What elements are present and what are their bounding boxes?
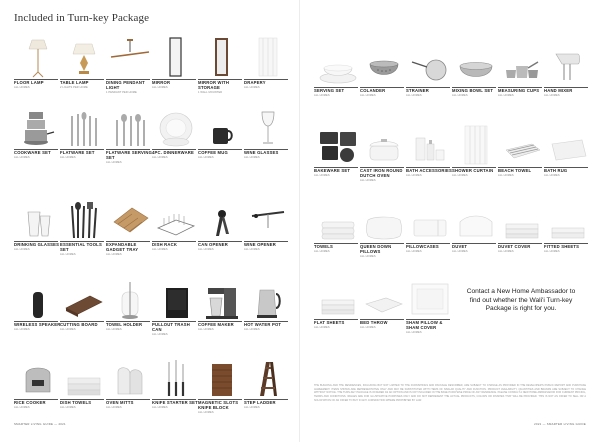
- product-availability: ALL HOMES: [360, 178, 376, 182]
- product-item: [244, 198, 292, 258]
- product-item: [60, 356, 108, 416]
- dish-towels-icon: [60, 356, 108, 398]
- product-availability: ALL HOMES: [406, 330, 422, 334]
- product-item: [152, 198, 200, 258]
- product-label: [544, 89, 592, 97]
- product-label: [360, 321, 408, 329]
- product-label: [452, 169, 500, 177]
- product-name: SHOWER CURTAIN: [452, 168, 494, 173]
- product-name: EXPANDABLE GADGET TRAY: [106, 242, 139, 252]
- knife-block-icon: [198, 356, 246, 398]
- measuring-cups-icon: [498, 44, 546, 86]
- product-item: [106, 36, 154, 96]
- product-availability: ALL HOMES: [152, 247, 168, 251]
- product-item: [498, 44, 546, 104]
- floor-lamp-icon: [14, 36, 62, 78]
- product-item: [106, 106, 154, 166]
- flat-sheets-icon: [314, 276, 362, 318]
- product-availability: ALL HOMES: [152, 332, 168, 336]
- drinking-glasses-icon: [14, 198, 62, 240]
- product-availability: ALL HOMES: [152, 155, 168, 159]
- product-name: FLAT SHEETS: [314, 320, 345, 325]
- product-availability: 1 WALL MOUNTED: [198, 90, 223, 94]
- disclaimer-text: THE BUILDING AND THE RESIDENCES, INCLUDING BUT NOT LIMITED TO THE FURNISHINGS AND PACKAGE DESCRIBED, ARE SUBJECT TO CHANGE AS PROVIDED IN THE DEVELOPER'S PUBLIC REPORT AND PURCHASE AGREEMENT. ITEMS SHOWN ARE REPRESENTATIVE ONLY AND MAY BE SUBSTITUTED WITH ITEMS OF SIMILAR QUALITY AND FUNCTION. PRODUCT AVAILABILITY, QUANTITIES AND BRANDS ARE SUBJECT TO CHANGE WITHOUT NOTICE. THE TURN-KEY PACKAGE IS OFFERED AS AN OPTION AND IS NOT INCLUDED IN THE BASE PURCHASE PRICE OF ANY RESIDENCE. PLEASE CONSULT A NEW HOME AMBASSADOR FOR CURRENT PRICING, TERMS AND CONDITIONS. IMAGES ARE FOR ILLUSTRATIVE PURPOSES ONLY AND DO NOT REPRESENT THE ACTUAL PRODUCTS, COLORS OR FINISHES THAT WILL BE PROVIDED. THIS IS NOT AN OFFER TO SELL OR A SOLICITATION OF AN OFFER TO BUY IN ANY JURISDICTION WHERE PROHIBITED BY LAW.: [314, 384, 586, 402]
- product-item: [152, 36, 200, 96]
- contact-callout: Contact a New Home Ambassador to find out whether the Wali'i Turn-key Package is right for you.: [466, 288, 576, 313]
- product-availability: ALL HOMES: [198, 410, 214, 414]
- dish-rack-icon: [152, 198, 200, 240]
- beach-towel-icon: [498, 124, 546, 166]
- product-label: [198, 243, 246, 251]
- product-name: STRAINER: [406, 88, 430, 93]
- sham-pillow-icon: [406, 276, 454, 318]
- product-name: TOWEL HOLDER: [106, 322, 143, 327]
- product-label: [14, 243, 62, 251]
- product-label: [152, 151, 200, 159]
- product-availability: ALL HOMES: [106, 405, 122, 409]
- bakeware-icon: [314, 124, 362, 166]
- product-item: [314, 200, 362, 260]
- page-title: Included in Turn-key Package: [14, 12, 150, 24]
- product-item: [106, 356, 154, 416]
- product-name: SERVING SET: [314, 88, 345, 93]
- product-item: [152, 356, 200, 416]
- shower-curtain-icon: [452, 124, 500, 166]
- towel-holder-icon: [106, 278, 154, 320]
- product-item: [406, 44, 454, 104]
- product-item: [406, 200, 454, 260]
- product-item: [406, 124, 454, 184]
- product-label: [498, 169, 546, 177]
- product-name: WINE OPENER: [244, 242, 276, 247]
- product-name: MIXING BOWL SET: [452, 88, 494, 93]
- product-availability: ALL HOMES: [452, 249, 468, 253]
- product-label: [14, 151, 62, 159]
- product-name: FLATWARE SET: [60, 150, 95, 155]
- duvet-cover-icon: [498, 200, 546, 242]
- dutch-oven-icon: [360, 124, 408, 166]
- product-label: [544, 245, 592, 253]
- product-name: QUEEN DOWN PILLOWS: [360, 244, 392, 254]
- product-label: [544, 169, 592, 177]
- product-item: [452, 44, 500, 104]
- product-name: MIRROR: [152, 80, 171, 85]
- gadget-tray-icon: [106, 198, 154, 240]
- product-availability: ALL HOMES: [14, 247, 30, 251]
- product-label: [14, 323, 62, 331]
- product-name: STEP LADDER: [244, 400, 276, 405]
- product-label: [314, 169, 362, 177]
- product-item: [152, 106, 200, 166]
- product-item: [360, 200, 408, 260]
- product-item: [198, 356, 246, 416]
- product-availability: ALL HOMES: [14, 155, 30, 159]
- product-availability: ALL HOMES: [452, 93, 468, 97]
- product-name: TOWELS: [314, 244, 334, 249]
- product-availability: ALL HOMES: [152, 405, 168, 409]
- product-item: [60, 106, 108, 166]
- product-availability: ALL HOMES: [314, 173, 330, 177]
- product-name: COOKWARE SET: [14, 150, 51, 155]
- product-item: [452, 200, 500, 260]
- product-name: FLATWARE SERVING SET: [106, 150, 153, 160]
- product-name: HOT WATER POT: [244, 322, 282, 327]
- product-name: 4PC. DINNERWARE: [152, 150, 195, 155]
- product-availability: ALL HOMES: [452, 173, 468, 177]
- pillows-icon: [360, 200, 408, 242]
- product-item: [360, 276, 408, 336]
- product-item: [106, 198, 154, 258]
- product-label: [152, 401, 200, 409]
- product-item: [406, 276, 454, 336]
- product-item: [198, 36, 246, 96]
- product-availability: ALL HOMES: [314, 325, 330, 329]
- product-name: MEASURING CUPS: [498, 88, 540, 93]
- product-availability: ALL HOMES: [14, 405, 30, 409]
- product-item: [544, 200, 592, 260]
- product-name: FLOOR LAMP: [14, 80, 44, 85]
- product-name: SHAM PILLOW & SHAM COVER: [406, 320, 443, 330]
- step-ladder-icon: [244, 356, 292, 398]
- product-label: [406, 169, 454, 177]
- product-name: BED THROW: [360, 320, 388, 325]
- product-availability: ALL HOMES: [198, 327, 214, 331]
- bath-accessories-icon: [406, 124, 454, 166]
- product-item: [106, 278, 154, 338]
- product-availability: ALL HOMES: [244, 155, 260, 159]
- product-availability: ALL HOMES: [360, 93, 376, 97]
- product-label: [152, 243, 200, 251]
- knife-set-icon: [152, 356, 200, 398]
- product-item: [198, 278, 246, 338]
- product-item: [244, 106, 292, 166]
- product-label: [314, 321, 362, 329]
- product-availability: ALL HOMES: [14, 85, 30, 89]
- product-name: DUVET: [452, 244, 468, 249]
- product-label: [60, 243, 108, 256]
- product-availability: ALL HOMES: [244, 405, 260, 409]
- footer-right: 2021 — SMARTER LIVING GUIDE: [534, 422, 586, 426]
- product-item: [14, 198, 62, 258]
- product-label: [498, 245, 546, 253]
- product-name: ESSENTIAL TOOLS SET: [60, 242, 102, 252]
- product-availability: ALL HOMES: [498, 93, 514, 97]
- hand-mixer-icon: [544, 44, 592, 86]
- pendant-light-icon: [106, 36, 154, 78]
- product-label: [498, 89, 546, 97]
- product-availability: ALL HOMES: [544, 173, 560, 177]
- product-label: [198, 151, 246, 159]
- product-label: [244, 243, 292, 251]
- product-item: [14, 106, 62, 166]
- can-opener-icon: [198, 198, 246, 240]
- mixing-bowls-icon: [452, 44, 500, 86]
- product-label: [360, 245, 408, 258]
- product-item: [544, 124, 592, 184]
- product-label: [406, 245, 454, 253]
- product-name: DISH RACK: [152, 242, 178, 247]
- product-availability: ALL HOMES: [244, 327, 260, 331]
- product-label: [60, 401, 108, 409]
- product-item: [314, 276, 362, 336]
- product-item: [14, 36, 62, 96]
- product-label: [14, 401, 62, 409]
- product-item: [14, 278, 62, 338]
- product-name: MIRROR WITH STORAGE: [198, 80, 230, 90]
- product-name: RICE COOKER: [14, 400, 46, 405]
- product-name: WIRELESS SPEAKER: [14, 322, 61, 327]
- product-item: [544, 44, 592, 104]
- product-item: [360, 44, 408, 104]
- product-label: [406, 321, 454, 334]
- product-label: [152, 81, 200, 89]
- product-availability: ALL HOMES: [314, 93, 330, 97]
- product-availability: 1 PENDANT PER HOME: [106, 90, 137, 94]
- page-fold: [299, 0, 300, 442]
- product-name: DRINKING GLASSES: [14, 242, 60, 247]
- product-item: [152, 278, 200, 338]
- product-name: BATH RUG: [544, 168, 568, 173]
- duvet-icon: [452, 200, 500, 242]
- product-availability: ALL HOMES: [360, 254, 376, 258]
- product-availability: ALL HOMES: [60, 252, 76, 256]
- product-availability: ALL HOMES: [244, 247, 260, 251]
- product-availability: ALL HOMES: [60, 155, 76, 159]
- product-name: DRAPERY: [244, 80, 266, 85]
- product-label: [314, 89, 362, 97]
- product-label: [198, 81, 246, 94]
- product-label: [152, 323, 200, 336]
- product-name: HAND MIXER: [544, 88, 573, 93]
- product-availability: ALL HOMES: [406, 173, 422, 177]
- product-availability: ALL HOMES: [198, 155, 214, 159]
- product-name: COLANDER: [360, 88, 386, 93]
- product-item: [60, 36, 108, 96]
- product-label: [244, 151, 292, 159]
- product-item: [198, 198, 246, 258]
- product-item: [314, 124, 362, 184]
- bath-rug-icon: [544, 124, 592, 166]
- product-item: [498, 124, 546, 184]
- product-label: [452, 89, 500, 97]
- product-label: [244, 323, 292, 331]
- product-name: DUVET COVER: [498, 244, 531, 249]
- product-availability: ALL HOMES: [498, 249, 514, 253]
- product-name: DINING PENDANT LIGHT: [106, 80, 145, 90]
- product-label: [452, 245, 500, 253]
- product-name: OVEN MITTS: [106, 400, 134, 405]
- product-item: [14, 356, 62, 416]
- flatware-icon: [60, 106, 108, 148]
- mirror-icon: [152, 36, 200, 78]
- product-label: [106, 323, 154, 331]
- product-label: [106, 243, 154, 256]
- trash-can-icon: [152, 278, 200, 320]
- product-label: [106, 151, 154, 164]
- product-label: [198, 401, 246, 414]
- serving-bowls-icon: [314, 44, 362, 86]
- product-item: [498, 200, 546, 260]
- product-availability: ALL HOMES: [106, 160, 122, 164]
- product-availability: ALL HOMES: [14, 327, 30, 331]
- product-label: [60, 151, 108, 159]
- product-availability: ALL HOMES: [152, 85, 168, 89]
- product-label: [244, 401, 292, 409]
- product-item: [244, 36, 292, 96]
- product-availability: ALL HOMES: [360, 325, 376, 329]
- product-availability: ALL HOMES: [406, 249, 422, 253]
- product-availability: 2 LIGHTS PER HOME: [60, 85, 88, 89]
- product-name: CAST IRON ROUND DUTCH OVEN: [360, 168, 403, 178]
- wine-glass-icon: [244, 106, 292, 148]
- product-availability: ALL HOMES: [60, 327, 76, 331]
- footer-left: SMARTER LIVING GUIDE — 2021: [14, 422, 66, 426]
- product-name: COFFEE MAKER: [198, 322, 234, 327]
- product-name: MAGNETIC SLOTS KNIFE BLOCK: [198, 400, 239, 410]
- tools-set-icon: [60, 198, 108, 240]
- coffee-maker-icon: [198, 278, 246, 320]
- product-availability: ALL HOMES: [314, 249, 330, 253]
- bed-throw-icon: [360, 276, 408, 318]
- cookware-icon: [14, 106, 62, 148]
- product-availability: ALL HOMES: [544, 93, 560, 97]
- product-availability: ALL HOMES: [544, 249, 560, 253]
- product-label: [360, 169, 408, 182]
- product-item: [452, 124, 500, 184]
- product-name: PULLOUT TRASH CAN: [152, 322, 190, 332]
- oven-mitts-icon: [106, 356, 154, 398]
- mirror-storage-icon: [198, 36, 246, 78]
- product-name: FITTED SHEETS: [544, 244, 580, 249]
- product-item: [60, 198, 108, 258]
- strainer-icon: [406, 44, 454, 86]
- product-label: [106, 81, 154, 94]
- table-lamp-icon: [60, 36, 108, 78]
- product-label: [244, 81, 292, 89]
- fitted-sheets-icon: [544, 200, 592, 242]
- wine-opener-icon: [244, 198, 292, 240]
- rice-cooker-icon: [14, 356, 62, 398]
- product-label: [314, 245, 362, 253]
- product-item: [360, 124, 408, 184]
- product-availability: ALL HOMES: [406, 93, 422, 97]
- product-item: [314, 44, 362, 104]
- product-name: CAN OPENER: [198, 242, 228, 247]
- product-label: [60, 81, 108, 89]
- product-item: [244, 356, 292, 416]
- product-name: BATH ACCESSORIES: [406, 168, 453, 173]
- product-name: COFFEE MUG: [198, 150, 228, 155]
- product-label: [106, 401, 154, 409]
- dinnerware-icon: [152, 106, 200, 148]
- serving-set-icon: [106, 106, 154, 148]
- product-name: DISH TOWELS: [60, 400, 92, 405]
- product-availability: ALL HOMES: [198, 247, 214, 251]
- product-label: [14, 81, 62, 89]
- cutting-board-icon: [60, 278, 108, 320]
- product-item: [60, 278, 108, 338]
- product-name: TABLE LAMP: [60, 80, 89, 85]
- hot-water-pot-icon: [244, 278, 292, 320]
- product-label: [360, 89, 408, 97]
- towels-icon: [314, 200, 362, 242]
- speaker-icon: [14, 278, 62, 320]
- product-name: BAKEWARE SET: [314, 168, 351, 173]
- drapery-icon: [244, 36, 292, 78]
- product-name: PILLOWCASES: [406, 244, 439, 249]
- product-name: KNIFE STARTER SET: [152, 400, 198, 405]
- product-label: [406, 89, 454, 97]
- product-item: [244, 278, 292, 338]
- product-label: [60, 323, 108, 331]
- coffee-mug-icon: [198, 106, 246, 148]
- product-name: WINE GLASSES: [244, 150, 279, 155]
- product-availability: ALL HOMES: [244, 85, 260, 89]
- product-name: BEACH TOWEL: [498, 168, 532, 173]
- pillowcases-icon: [406, 200, 454, 242]
- product-availability: ALL HOMES: [60, 405, 76, 409]
- product-item: [198, 106, 246, 166]
- product-availability: ALL HOMES: [106, 327, 122, 331]
- product-availability: ALL HOMES: [106, 252, 122, 256]
- product-availability: ALL HOMES: [498, 173, 514, 177]
- colander-icon: [360, 44, 408, 86]
- product-name: CUTTING BOARD: [60, 322, 98, 327]
- product-label: [198, 323, 246, 331]
